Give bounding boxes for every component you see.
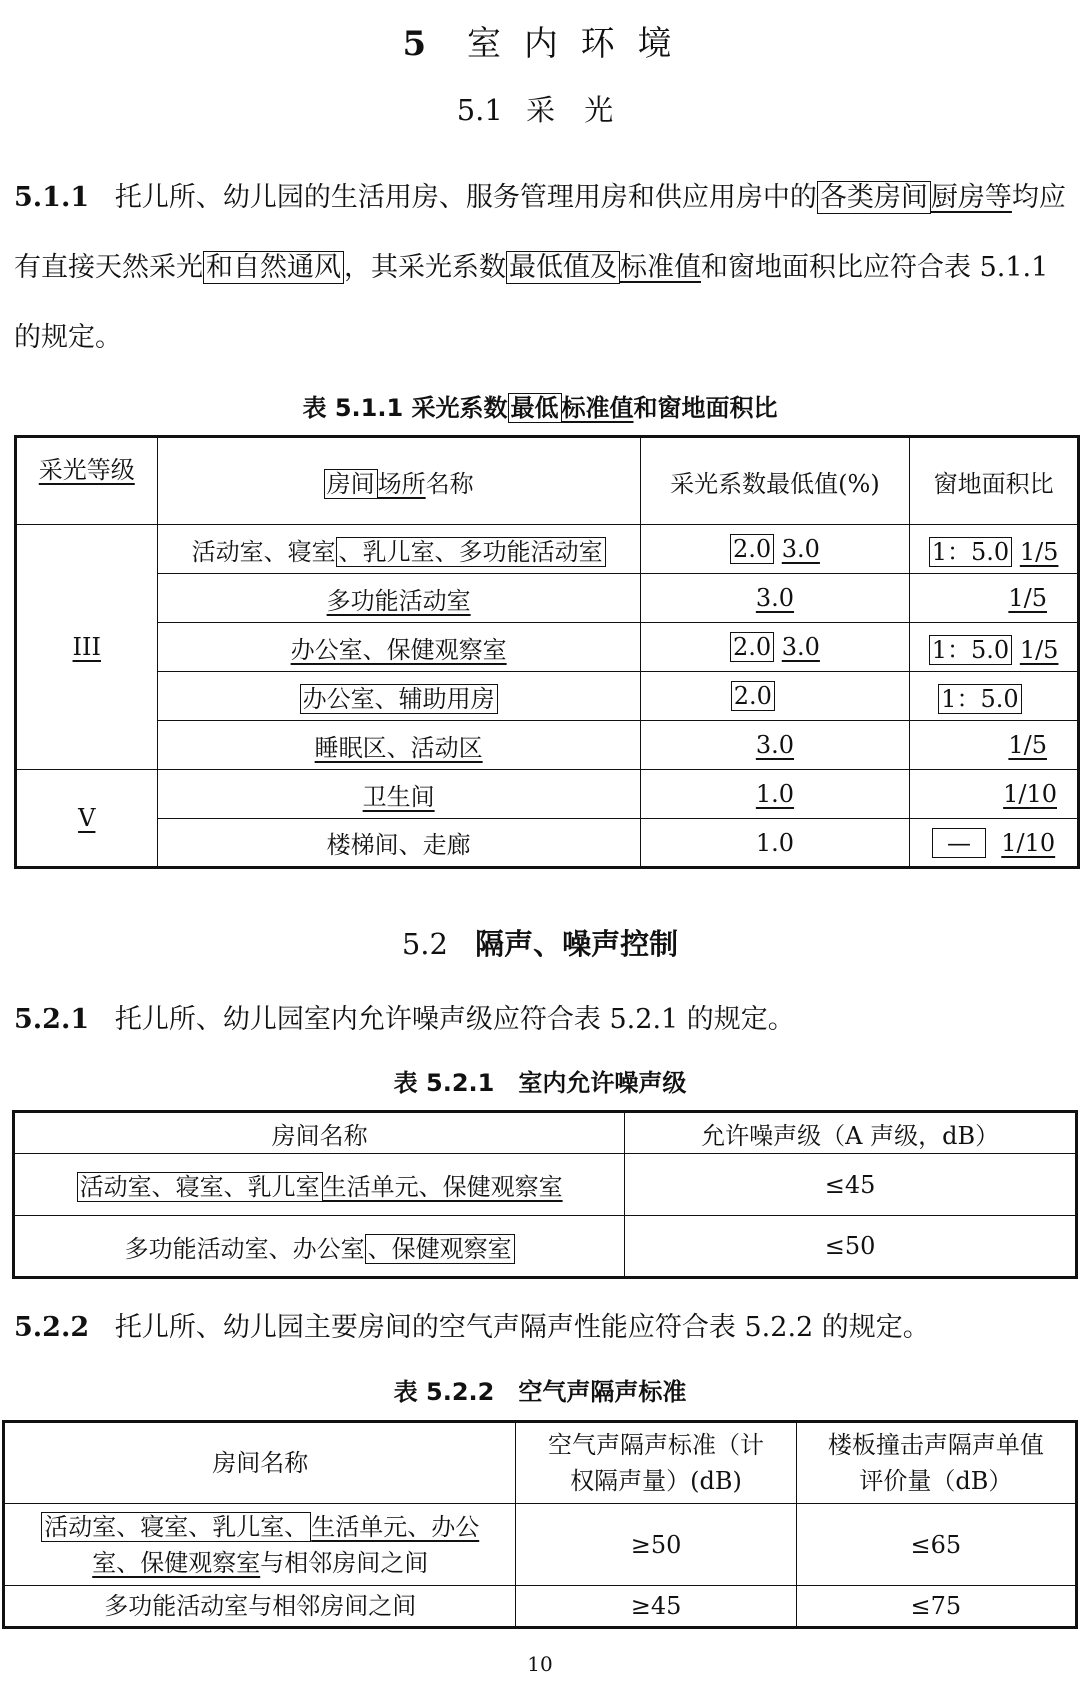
section-5-1-heading [0,88,1080,129]
table-5-1-1 [14,435,1080,869]
table-row [16,623,1079,672]
header-level: 采光等级 [16,437,158,525]
clause-5-2-1 [14,985,1069,1055]
coef-cell: 2.0 [640,672,909,721]
table-row [16,574,1079,623]
table-row [14,1154,1077,1216]
impact-value-cell: ≤75 [796,1586,1076,1628]
deleted-text: 和自然通风 [203,251,344,284]
deleted-text: 最低 [508,393,562,423]
table-5-2-2-caption: 表 5.2.2 空气声隔声标准 [393,1378,687,1406]
room-name-cell: 活动室、寝室、乳儿室、 生活单元、办公 室、保健观察室与相邻房间之间 [4,1504,516,1586]
table-row [16,525,1079,574]
table-row [16,770,1079,819]
clause-number: 5.2.2 [14,1312,90,1343]
ratio-cell: — 1/10 [910,819,1079,868]
chapter-number: 5 [402,24,427,64]
ratio-cell: 1：5.0 1/5 [910,623,1079,672]
room-name-cell: 多功能活动室与相邻房间之间 [4,1586,516,1628]
name-cell: 睡眠区、活动区 [157,721,640,770]
table-5-2-1-caption: 表 5.2.1 室内允许噪声级 [393,1069,687,1097]
room-name-cell: 活动室、寝室、乳儿室 生活单元、保健观察室 [14,1154,625,1216]
inserted-text: 厨房等 [930,182,1012,213]
header-airborne: 空气声隔声标准（计 权隔声量）(dB) [516,1422,796,1504]
clause-text: ，其采光系数 [344,252,506,283]
header-name: 房间 场所名称 [157,437,640,525]
ratio-cell: 1：5.0 [910,672,1079,721]
clause-text: 托儿所、幼儿园室内允许噪声级应符合表 5.2.1 的规定。 [114,1004,795,1035]
table-row [16,819,1079,868]
header-impact: 楼板撞击声隔声单值 评价量（dB） [796,1422,1076,1504]
impact-value-cell: ≤65 [796,1504,1076,1586]
noise-value-cell: ≤45 [625,1154,1077,1216]
level-cell: V [16,770,158,868]
airborne-value-cell: ≥45 [516,1586,796,1628]
name-cell: 多功能活动室 [157,574,640,623]
level-cell: III [16,525,158,770]
ratio-cell: 1：5.0 1/5 [910,525,1079,574]
clause-text: 托儿所、幼儿园的生活用房、服务管理用房和供应用房中的 [114,182,817,213]
caption-text: 表 5.1.1 采光系数 [302,394,508,422]
table-header-row [4,1422,1077,1504]
chapter-title: 室 内 环 境 [467,24,678,64]
coef-cell: 1.0 [640,770,909,819]
coef-cell: 3.0 [640,721,909,770]
section-number: 5.1 [456,93,503,127]
name-cell: 办公室、保健观察室 [157,623,640,672]
clause-number: 5.1.1 [14,182,90,213]
inserted-text: 标准值 [561,394,634,422]
name-cell: 卫生间 [157,770,640,819]
table-5-2-1 [12,1110,1078,1279]
room-name-cell: 多功能活动室、办公室 、保健观察室 [14,1216,625,1278]
chapter-heading [0,16,1080,65]
name-cell: 办公室、辅助用房 [157,672,640,721]
deleted-text: 最低值及 [506,251,620,284]
noise-value-cell: ≤50 [625,1216,1077,1278]
table-header-row [16,437,1079,525]
coef-cell: 2.0 3.0 [640,525,909,574]
caption-text: 和窗地面积比 [633,394,778,422]
table-row [4,1586,1077,1628]
name-cell: 楼梯间、走廊 [157,819,640,868]
coef-cell: 3.0 [640,574,909,623]
coef-cell: 1.0 [640,819,909,868]
header-coef: 采光系数最低值(%) [640,437,909,525]
ratio-cell: 1/5 [910,574,1079,623]
clause-number: 5.2.1 [14,1004,90,1035]
name-cell: 活动室、寝室 、乳儿室、多功能活动室 [157,525,640,574]
table-row [16,672,1079,721]
table-row [4,1504,1077,1586]
header-room-name: 房间名称 [4,1422,516,1504]
deleted-text: 各类房间 [817,181,931,214]
coef-cell: 2.0 3.0 [640,623,909,672]
page-number: 10 [527,1652,553,1676]
clause-text: 托儿所、幼儿园主要房间的空气声隔声性能应符合表 5.2.2 的规定。 [114,1312,930,1343]
table-header-row [14,1112,1077,1154]
header-noise-level: 允许噪声级（A 声级，dB） [625,1112,1077,1154]
airborne-value-cell: ≥50 [516,1504,796,1586]
ratio-cell: 1/10 [910,770,1079,819]
clause-text: 均应有直接天然采光 [14,182,1066,283]
section-title: 隔声、噪声控制 [475,927,679,961]
header-room-name: 房间名称 [14,1112,625,1154]
table-5-2-2 [2,1420,1078,1629]
table-row [16,721,1079,770]
inserted-text: 标准值 [620,252,701,283]
section-number: 5.2 [401,927,448,961]
clause-5-2-2 [14,1293,1069,1363]
ratio-cell: 1/5 [910,721,1079,770]
section-title: 采 光 [526,93,624,127]
table-row [14,1216,1077,1278]
clause-5-1-1 [14,163,1069,373]
header-ratio: 窗地面积比 [910,437,1079,525]
clause-text: 和窗地面积比应符合表 5.1.1 的规定。 [14,252,1049,353]
section-5-2-heading [0,922,1080,963]
table-5-1-1-caption [0,388,1080,423]
